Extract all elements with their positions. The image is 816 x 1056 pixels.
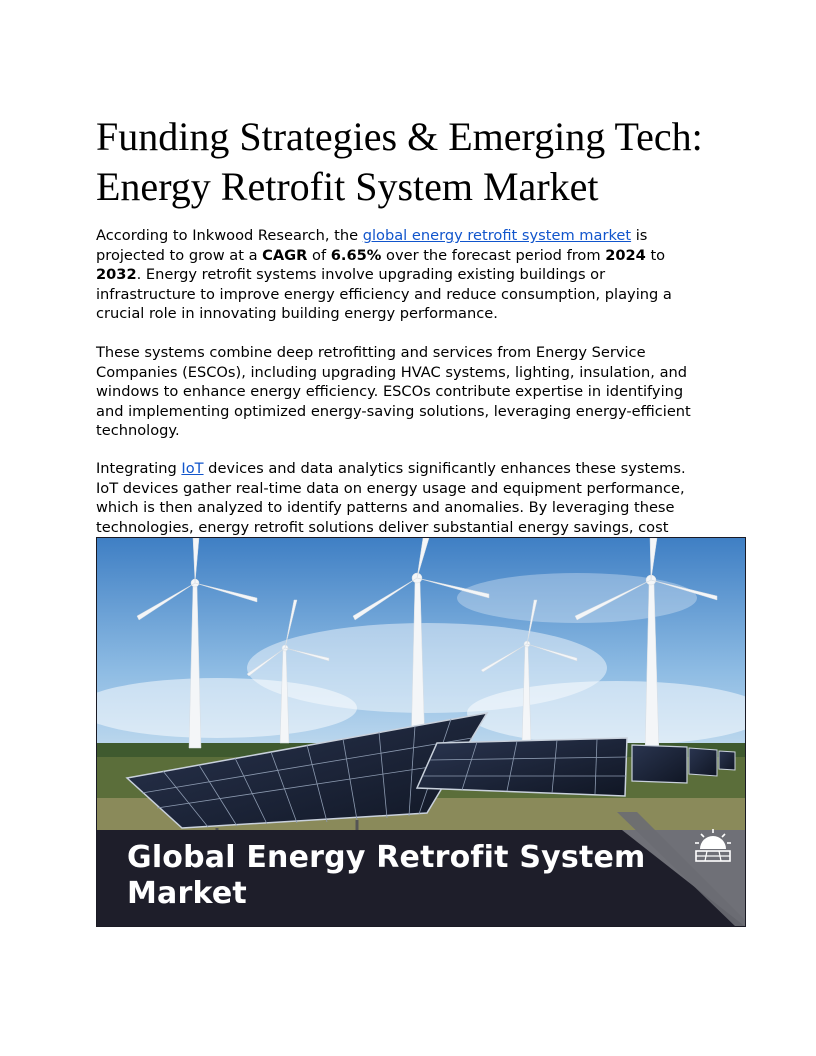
text-run: over the forecast period from: [381, 246, 606, 264]
banner-title: Global Energy Retrofit System Market: [127, 840, 646, 911]
iot-link[interactable]: IoT: [181, 460, 204, 477]
forecast-start-year: 2024: [605, 246, 646, 264]
text-run: to: [645, 246, 666, 264]
escos-paragraph: These systems combine deep retrofitting and services from Energy Service Companies (ESCOs), including upgrading HVAC systems, lighting, insulation, and windows to enhance energy efficiency. ESCOs contribute expertise in identifying and implementing optimized energy-saving solutions, leveraging energy-efficient technology.: [96, 344, 691, 439]
cagr-label: CAGR: [262, 246, 308, 264]
text-run: According to Inkwood Research, the: [96, 227, 363, 244]
hero-image: [96, 537, 746, 927]
text-run: of: [307, 246, 331, 264]
forecast-end-year: 2032: [96, 266, 137, 283]
intro-paragraph: [96, 226, 696, 324]
cagr-value: 6.65%: [330, 246, 382, 264]
market-link[interactable]: global energy retrofit system market: [362, 227, 632, 244]
text-run: . Energy retrofit systems involve upgrading existing buildings or infrastructure to improve energy efficiency and reduce consumption, playing a crucial role in innovating building energy performance.: [96, 266, 672, 322]
text-run: devices and data analytics significantly enhances these systems. IoT devices gather real-time data on energy usage and equipment performance, which is then analyzed to identify patterns and anomalies. By leveraging these technologies, energy retrofit solutions deliver substantial energy savings, cost: [96, 460, 686, 536]
text-run: is projected to grow at a: [96, 227, 648, 264]
text-run: Integrating: [96, 460, 182, 477]
iot-paragraph: [96, 459, 696, 537]
page-title: Funding Strategies & Emerging Tech: Energy Retrofit System Market: [96, 114, 703, 209]
